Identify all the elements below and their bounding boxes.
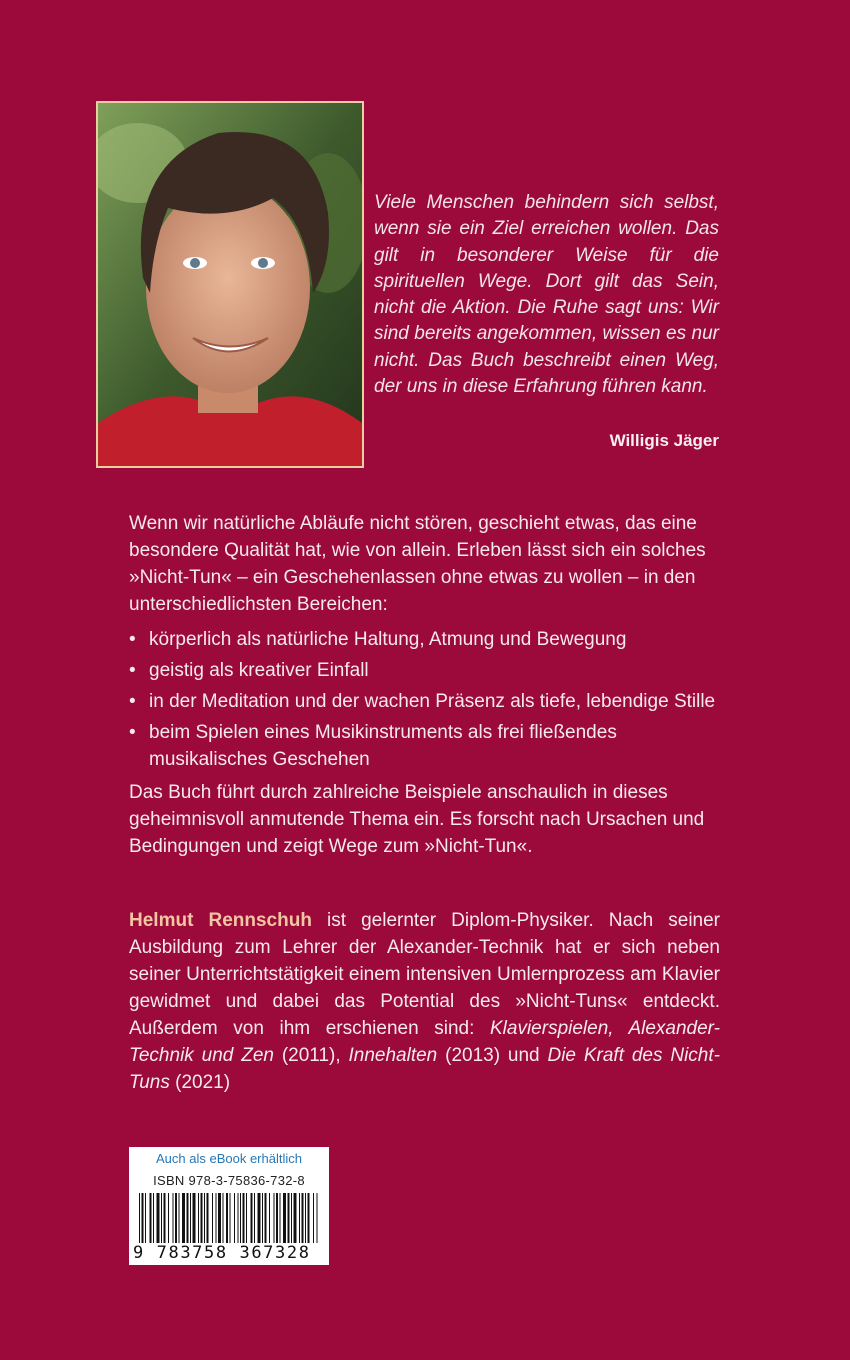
barcode-bar (274, 1193, 275, 1243)
barcode-bar (187, 1193, 189, 1243)
barcode-bar (308, 1193, 310, 1243)
barcode-bar (153, 1193, 154, 1243)
author-bio: Helmut Rennschuh ist gelernter Diplom-Physiker. Nach seiner Ausbildung zum Lehrer der Alexander-Technik hat er sich neben seiner Unterrichtstätigkeit einem intensiven Umlernprozess am Klavier gewidmet und dabei das Potential des »Nicht-Tuns« entdeckt. Außerdem von ihm erschienen sind: Klavierspielen, Alexander-Technik und Zen (2011), Innehalten (2013) und Die Kraft des Nicht-Tuns (2021) (129, 910, 720, 1093)
bullet-icon: • (129, 722, 136, 743)
barcode-bar (139, 1193, 140, 1243)
barcode-bar (157, 1193, 160, 1243)
barcode-bar (283, 1193, 286, 1243)
author-portrait (96, 101, 364, 468)
barcode-bar (254, 1193, 255, 1243)
barcode-bar (246, 1193, 247, 1243)
bullet-icon: • (129, 629, 136, 650)
barcode-bar (175, 1193, 177, 1243)
barcode-bar (243, 1193, 245, 1243)
barcode-bar (182, 1193, 185, 1243)
barcode-bar (305, 1193, 306, 1243)
list-item: • geistig als kreativer Einfall (129, 657, 729, 684)
bullet-list (129, 626, 729, 773)
barcode-bar (313, 1193, 314, 1243)
barcode-bar (223, 1193, 224, 1243)
barcode-bar (142, 1193, 144, 1243)
quote-text: Viele Menschen behindern sich selbst, wenn sie ein Ziel erreichen wollen. Das gilt in besonderer Weise für die spirituellen Wege. Dort gilt das Sein, nicht die Aktion. Die Ruhe sagt uns: Wir sind bereits angekommen, wissen es nur nicht. Das Buch beschreibt einen Weg, der uns in diese Erfahrung führen kann. (374, 192, 719, 398)
barcode-bar (207, 1193, 209, 1243)
ean-number: 9 783758 367328 (133, 1243, 311, 1263)
barcode-bar (168, 1193, 169, 1243)
list-item: • in der Meditation und der wachen Präsenz als tiefe, lebendige Stille (129, 688, 729, 715)
barcode-bar (218, 1193, 221, 1243)
barcode-bar (262, 1193, 263, 1243)
barcode-bar (216, 1193, 217, 1243)
blurb-section (129, 510, 729, 860)
barcode-bar (173, 1193, 174, 1243)
barcode-bar (294, 1193, 297, 1243)
barcode-bar (193, 1193, 196, 1243)
barcode-bar (190, 1193, 191, 1243)
list-item: • beim Spielen eines Musikinstruments als frei fließendes musikalisches Geschehen (129, 719, 729, 773)
barcode-bar (288, 1193, 290, 1243)
barcode-bar (269, 1193, 270, 1243)
barcode-bar (240, 1193, 241, 1243)
book-title: Die Kraft des Nicht-Tuns (129, 1045, 720, 1093)
barcode-bar (150, 1193, 152, 1243)
barcode-bar (302, 1193, 304, 1243)
barcode-bar (291, 1193, 292, 1243)
ebook-note: Auch als eBook erhältlich (156, 1151, 302, 1166)
list-item: • körperlich als natürliche Haltung, Atmung und Bewegung (129, 626, 729, 653)
barcode-bar (251, 1193, 253, 1243)
barcode-bar (238, 1193, 239, 1243)
barcode-bar (204, 1193, 205, 1243)
barcode-bar (164, 1193, 166, 1243)
bullet-icon: • (129, 691, 136, 712)
barcode-bar (265, 1193, 267, 1243)
barcode-image (137, 1193, 321, 1249)
bullet-icon: • (129, 660, 136, 681)
intro-paragraph: Wenn wir natürliche Abläufe nicht stören, geschieht etwas, das eine besondere Qualität hat, wie von allein. Erleben lässt sich ein solches »Nicht-Tun« – ein Geschehenlassen ohne etwas zu wollen – in den unterschiedlichsten Bereichen: (129, 513, 706, 615)
barcode-bar (161, 1193, 162, 1243)
barcode-bar (276, 1193, 278, 1243)
barcode-bar (201, 1193, 203, 1243)
barcode-bar (145, 1193, 146, 1243)
barcode-bar (212, 1193, 213, 1243)
book-title: Klavierspielen, Alexander-Technik und Zen (129, 1018, 720, 1066)
barcode-bar (198, 1193, 199, 1243)
isbn-number: ISBN 978-3-75836-732-8 (153, 1173, 305, 1188)
book-title: Innehalten (348, 1045, 438, 1066)
quote-author: Willigis Jäger (609, 431, 719, 450)
barcode-bar (258, 1193, 261, 1243)
summary-paragraph: Das Buch führt durch zahlreiche Beispiele anschaulich in dieses geheimnisvoll anmutende Thema ein. Es forscht nach Ursachen und Bedingungen und zeigt Wege zum »Nicht-Tun«. (129, 782, 705, 857)
barcode-bar (280, 1193, 281, 1243)
barcode-bar (179, 1193, 180, 1243)
isbn-box (129, 1147, 329, 1265)
barcode-bar (299, 1193, 300, 1243)
portrait-photo-image (98, 103, 362, 466)
barcode-bar (317, 1193, 318, 1243)
barcode-bar (230, 1193, 231, 1243)
barcode-bar (226, 1193, 228, 1243)
barcode-bar (234, 1193, 235, 1243)
author-name: Helmut Rennschuh (129, 910, 312, 931)
